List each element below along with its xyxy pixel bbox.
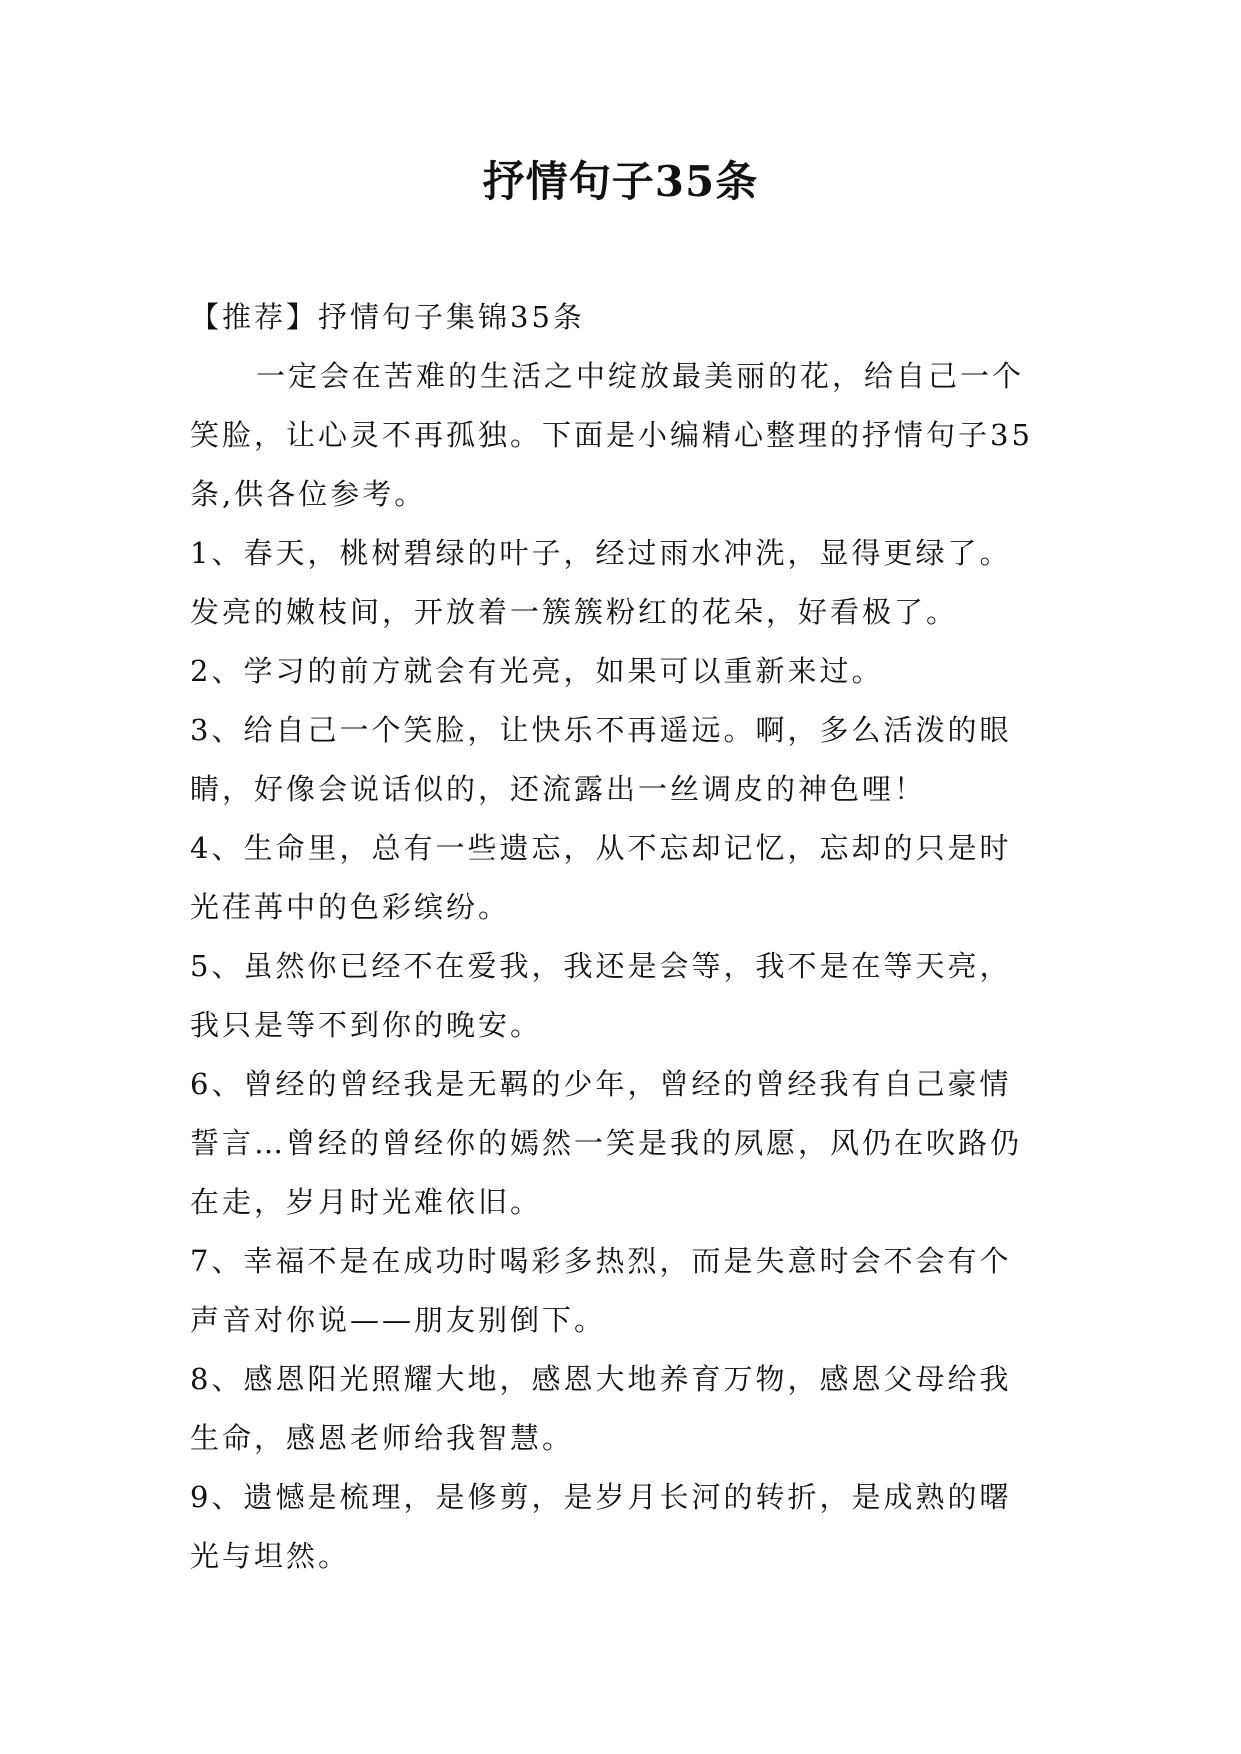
document-title: 抒情句子35条 [482, 157, 759, 206]
intro-line: 笑脸，让心灵不再孤独。下面是小编精心整理的抒情句子35 [190, 418, 1033, 452]
item-3-line: 睛，好像会说话似的，还流露出一丝调皮的神色哩！ [190, 772, 927, 806]
item-7-line: 声音对你说——朋友别倒下。 [190, 1303, 607, 1337]
document-body [190, 288, 1060, 1586]
item-8-line: 8、感恩阳光照耀大地，感恩大地养育万物，感恩父母给我 [190, 1362, 1012, 1396]
item-1-line: 1、春天，桃树碧绿的叶子，经过雨水冲洗，显得更绿了。 [190, 536, 1012, 570]
item-9-line: 光与坦然。 [190, 1539, 351, 1573]
intro-line: 一定会在苦难的生活之中绽放最美丽的花，给自己一个 [256, 359, 1025, 393]
intro-line: 条,供各位参考。 [190, 477, 427, 511]
item-4-line: 光荏苒中的色彩缤纷。 [190, 890, 511, 924]
item-5-line: 我只是等不到你的晚安。 [190, 1008, 543, 1042]
item-1-line: 发亮的嫩枝间，开放着一簇簇粉红的花朵，好看极了。 [190, 595, 959, 629]
item-3-line: 3、给自己一个笑脸，让快乐不再遥远。啊，多么活泼的眼 [190, 713, 1012, 747]
item-9-line: 9、遗憾是梳理，是修剪，是岁月长河的转折，是成熟的曙 [190, 1480, 1012, 1514]
item-6-line: 在走，岁月时光难依旧。 [190, 1185, 543, 1219]
item-2-line: 2、学习的前方就会有光亮，如果可以重新来过。 [190, 654, 884, 688]
item-8-line: 生命，感恩老师给我智慧。 [190, 1421, 575, 1455]
item-5-line: 5、虽然你已经不在爱我，我还是会等，我不是在等天亮， [190, 949, 1012, 983]
item-6-line: 6、曾经的曾经我是无羁的少年，曾经的曾经我有自己豪情 [190, 1067, 1012, 1101]
item-7-line: 7、幸福不是在成功时喝彩多热烈，而是失意时会不会有个 [190, 1244, 1012, 1278]
item-4-line: 4、生命里，总有一些遗忘，从不忘却记忆，忘却的只是时 [190, 831, 1012, 865]
item-6-line: 誓言…曾经的曾经你的嫣然一笑是我的夙愿，风仍在吹路仍 [190, 1126, 1023, 1160]
subtitle-line: 【推荐】抒情句子集锦35条 [190, 300, 585, 334]
